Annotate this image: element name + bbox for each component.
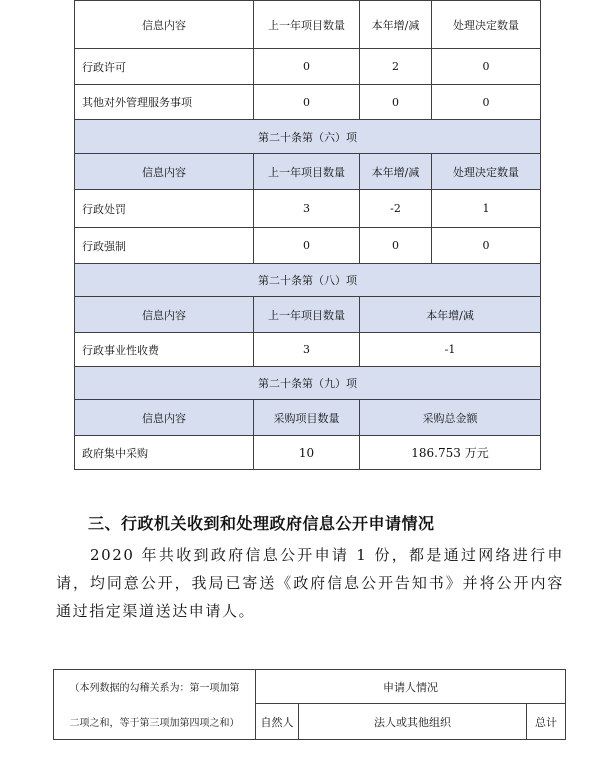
table-header-row	[75, 1, 541, 49]
section-title: 第二十条第（八）项	[75, 264, 541, 297]
relation-note-line1: （本列数据的勾稽关系为：第一项加第	[54, 670, 256, 704]
table-cell: 186.753 万元	[360, 436, 541, 470]
header-cell: 本年增/减	[360, 297, 541, 333]
table-row	[75, 436, 541, 470]
header-cell: 本年增/减	[360, 154, 432, 190]
header-cell-legal-entity: 法人或其他组织	[299, 704, 527, 740]
row-label: 行政处罚	[75, 190, 254, 228]
header-cell: 采购项目数量	[254, 400, 360, 436]
table-row	[75, 228, 541, 264]
table-row	[75, 333, 541, 367]
header-cell: 上一年项目数量	[254, 297, 360, 333]
table-cell: 3	[254, 190, 360, 228]
table-row	[75, 85, 541, 120]
table-row	[75, 49, 541, 85]
row-label: 行政强制	[75, 228, 254, 264]
header-cell-natural-person: 自然人	[256, 704, 299, 740]
table-cell: 1	[432, 190, 541, 228]
header-cell: 信息内容	[75, 154, 254, 190]
table-cell: 0	[360, 85, 432, 120]
table-cell: 0	[254, 85, 360, 120]
header-cell: 处理决定数量	[432, 154, 541, 190]
applicant-group-header: 申请人情况	[256, 670, 566, 704]
table-header-row	[75, 154, 541, 190]
table-header-row	[75, 400, 541, 436]
table-row	[75, 190, 541, 228]
table-cell: 0	[254, 49, 360, 85]
section-title: 第二十条第（九）项	[75, 367, 541, 400]
table-header-row	[54, 704, 566, 740]
row-label: 其他对外管理服务事项	[75, 85, 254, 120]
section-title-row	[75, 264, 541, 297]
header-cell-total: 总计	[527, 704, 566, 740]
table-cell: -2	[360, 190, 432, 228]
table-cell: 3	[254, 333, 360, 367]
section-heading: 三、行政机关收到和处理政府信息公开申请情况	[88, 514, 435, 533]
header-cell: 信息内容	[75, 1, 254, 49]
relation-note-line2: 二项之和，等于第三项加第四项之和）	[54, 704, 256, 740]
table-cell: 10	[254, 436, 360, 470]
header-cell: 信息内容	[75, 297, 254, 333]
body-paragraph: 2020 年共收到政府信息公开申请 1 份，都是通过网络进行申请，均同意公开，我局已寄送《政府信息公开告知书》并将公开内容通过指定渠道送达申请人。	[56, 546, 564, 620]
section-title: 第二十条第（六）项	[75, 120, 541, 154]
table-header-row	[54, 670, 566, 704]
table-cell: 2	[360, 49, 432, 85]
header-cell: 信息内容	[75, 400, 254, 436]
header-cell: 上一年项目数量	[254, 154, 360, 190]
row-label: 行政事业性收费	[75, 333, 254, 367]
table-cell: 0	[432, 49, 541, 85]
table-cell: 0	[360, 228, 432, 264]
row-label: 政府集中采购	[75, 436, 254, 470]
table-header-row	[75, 297, 541, 333]
header-cell: 上一年项目数量	[254, 1, 360, 49]
application-table	[53, 669, 566, 740]
table-cell: 0	[432, 85, 541, 120]
table-cell: 0	[254, 228, 360, 264]
header-cell: 本年增/减	[360, 1, 432, 49]
table-cell: -1	[360, 333, 541, 367]
header-cell: 采购总金额	[360, 400, 541, 436]
table-cell: 0	[432, 228, 541, 264]
section-title-row	[75, 367, 541, 400]
section-title-row	[75, 120, 541, 154]
row-label: 行政许可	[75, 49, 254, 85]
info-disclosure-table	[74, 0, 541, 470]
header-cell: 处理决定数量	[432, 1, 541, 49]
